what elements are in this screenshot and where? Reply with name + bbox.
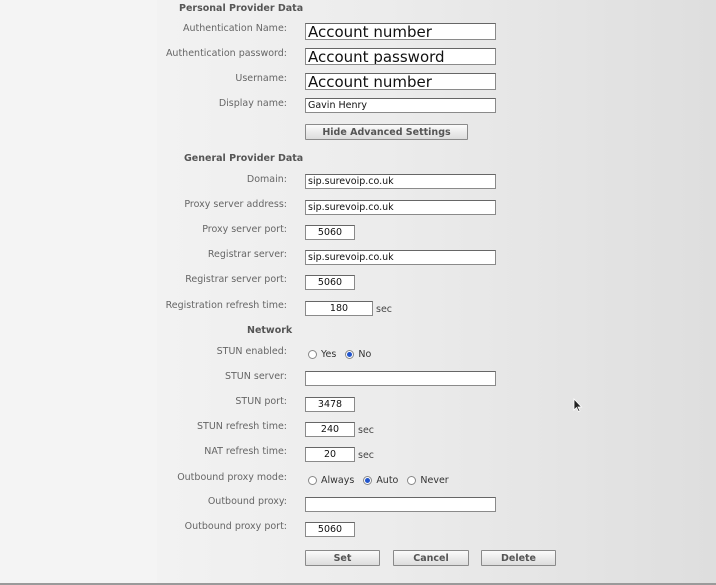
personal-section-title: Personal Provider Data (179, 3, 304, 14)
stun-refresh-unit: sec (358, 425, 375, 436)
outbound-never-label: Never (420, 475, 449, 486)
stun-yes-label: Yes (321, 349, 337, 360)
outbound-port-input[interactable] (305, 522, 355, 537)
radio-button-icon (308, 476, 317, 485)
auth-name-label: Authentication Name: (183, 23, 287, 34)
stun-enabled-label: STUN enabled: (216, 346, 287, 357)
outbound-proxy-label: Outbound proxy: (207, 496, 287, 507)
network-section-title: Network (247, 325, 293, 336)
outbound-mode-radio-group (308, 475, 458, 486)
auth-password-input[interactable] (305, 48, 496, 65)
stun-no-label: No (358, 349, 372, 360)
refresh-time-label: Registration refresh time: (165, 300, 287, 311)
registrar-port-label: Registrar server port: (185, 274, 287, 285)
outbound-auto-label: Auto (376, 475, 399, 486)
mouse-pointer-icon (573, 398, 583, 413)
stun-enabled-radio-group (308, 349, 380, 360)
registrar-server-label: Registrar server: (207, 249, 287, 260)
radio-button-selected-icon (345, 350, 354, 359)
proxy-address-label: Proxy server address: (184, 199, 287, 210)
auth-name-input[interactable] (305, 23, 496, 40)
outbound-always-label: Always (321, 475, 355, 486)
registrar-server-input[interactable] (305, 250, 496, 265)
cancel-button[interactable]: Cancel (393, 550, 469, 566)
nat-refresh-unit: sec (358, 450, 375, 461)
stun-no-radio[interactable] (345, 349, 371, 360)
domain-input[interactable] (305, 174, 496, 189)
stun-refresh-input[interactable] (305, 422, 355, 437)
nat-refresh-input[interactable] (305, 447, 355, 462)
outbound-auto-radio[interactable] (363, 475, 398, 486)
hide-advanced-settings-button[interactable]: Hide Advanced Settings (305, 124, 468, 140)
set-button[interactable]: Set (305, 550, 380, 566)
proxy-address-input[interactable] (305, 200, 496, 215)
stun-yes-radio[interactable] (308, 349, 336, 360)
delete-button[interactable]: Delete (481, 550, 556, 566)
left-margin (0, 0, 157, 585)
stun-server-input[interactable] (305, 371, 496, 386)
display-name-input[interactable] (305, 98, 496, 113)
proxy-port-input[interactable] (305, 225, 355, 240)
auth-password-label: Authentication password: (165, 48, 287, 59)
radio-button-icon (407, 476, 416, 485)
radio-button-icon (308, 350, 317, 359)
proxy-port-label: Proxy server port: (202, 224, 287, 235)
outbound-proxy-input[interactable] (305, 497, 496, 512)
username-input[interactable] (305, 73, 496, 90)
stun-server-label: STUN server: (224, 371, 287, 382)
outbound-always-radio[interactable] (308, 475, 354, 486)
outbound-mode-label: Outbound proxy mode: (177, 472, 287, 483)
stun-refresh-label: STUN refresh time: (197, 421, 287, 432)
domain-label: Domain: (246, 174, 287, 185)
stun-port-input[interactable] (305, 397, 355, 412)
general-section-title: General Provider Data (184, 153, 304, 164)
refresh-time-input[interactable] (305, 301, 373, 316)
registrar-port-input[interactable] (305, 275, 355, 290)
refresh-time-unit: sec (376, 304, 393, 315)
radio-button-selected-icon (363, 476, 372, 485)
stun-port-label: STUN port: (235, 396, 287, 407)
username-label: Username: (235, 73, 287, 84)
nat-refresh-label: NAT refresh time: (204, 446, 287, 457)
outbound-never-radio[interactable] (407, 475, 448, 486)
display-name-label: Display name: (218, 98, 287, 109)
outbound-port-label: Outbound proxy port: (184, 521, 287, 532)
